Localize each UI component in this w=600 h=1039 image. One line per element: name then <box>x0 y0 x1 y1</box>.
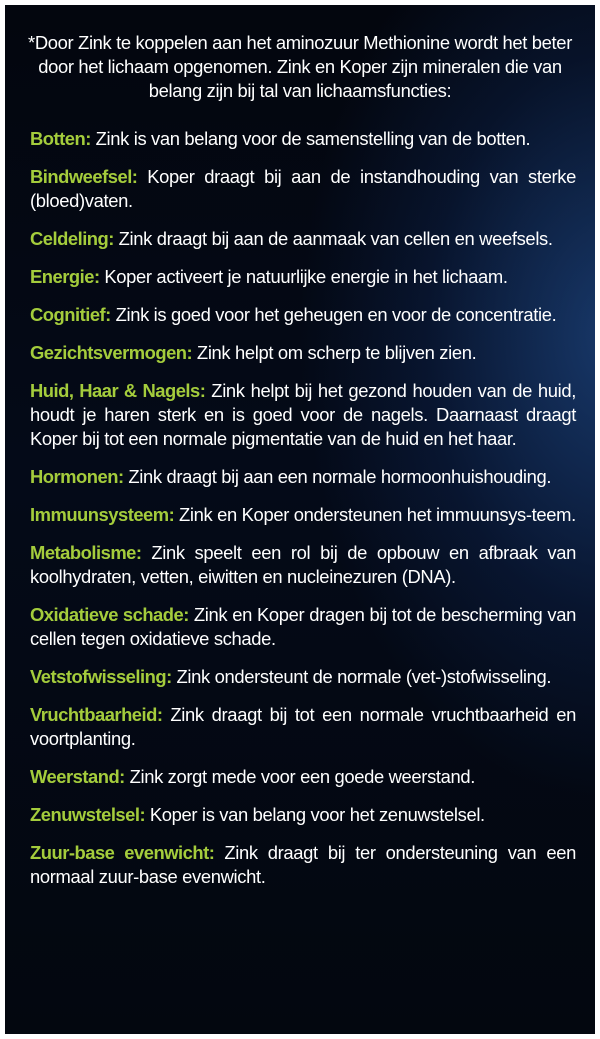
benefit-text: Zink helpt bij het gezond houden van de huid, houdt je haren sterk en is goed voor de nagels. Daarnaast draagt Koper bij tot een normale pigmentatie van de huid en het haar. <box>30 380 576 449</box>
benefit-text: Zink is van belang voor de samenstelling van de botten. <box>90 128 531 149</box>
benefit-item-cognitief <box>30 303 576 327</box>
info-panel <box>5 5 595 1034</box>
benefit-label: Celdeling: <box>30 228 114 249</box>
benefit-item-zenuwstelsel <box>30 803 576 827</box>
benefit-text: Zink ondersteunt de normale (vet-)stofwisseling. <box>171 666 552 687</box>
benefit-text: Zink speelt een rol bij de opbouw en afbraak van koolhydraten, vetten, eiwitten en nucleinezuren (DNA). <box>30 542 576 587</box>
benefit-item-botten <box>30 127 576 151</box>
benefit-item-energie <box>30 265 576 289</box>
benefit-item-zuur-base-evenwicht <box>30 841 576 889</box>
benefit-item-vetstofwisseling <box>30 665 576 689</box>
benefit-text: Zink en Koper ondersteunen het immuunsys-teem. <box>174 504 576 525</box>
benefit-text: Koper draagt bij aan de instandhouding van sterke (bloed)vaten. <box>30 166 576 211</box>
benefit-label: Zenuwstelsel: <box>30 804 146 825</box>
benefit-item-weerstand <box>30 765 576 789</box>
benefit-label: Metabolisme: <box>30 542 142 563</box>
benefit-label: Oxidatieve schade: <box>30 604 189 625</box>
benefit-text: Zink helpt om scherp te blijven zien. <box>192 342 477 363</box>
benefit-item-metabolisme <box>30 541 576 589</box>
benefit-item-immuunsysteem <box>30 503 576 527</box>
benefit-item-hormonen <box>30 465 576 489</box>
benefit-item-vruchtbaarheid <box>30 703 576 751</box>
benefit-label: Weerstand: <box>30 766 125 787</box>
benefit-text: Zink en Koper dragen bij tot de bescherming van cellen tegen oxidatieve schade. <box>30 604 576 649</box>
intro-text: *Door Zink te koppelen aan het aminozuur Methionine wordt het beter door het lichaam opgenomen. Zink en Koper zijn mineralen die van belang zijn bij tal van lichaamsfuncties: <box>28 32 572 101</box>
benefit-text: Zink is goed voor het geheugen en voor de concentratie. <box>110 304 557 325</box>
benefit-label: Vetstofwisseling: <box>30 666 172 687</box>
benefit-list <box>30 127 576 903</box>
benefit-label: Cognitief: <box>30 304 111 325</box>
benefit-label: Bindweefsel: <box>30 166 138 187</box>
benefit-text: Zink draagt bij tot een normale vruchtbaarheid en voortplanting. <box>30 704 576 749</box>
benefit-text: Zink draagt bij aan een normale hormoonhuishouding. <box>123 466 552 487</box>
benefit-label: Immuunsysteem: <box>30 504 175 525</box>
benefit-text: Zink draagt bij aan de aanmaak van cellen en weefsels. <box>113 228 553 249</box>
benefit-text: Koper is van belang voor het zenuwstelsel. <box>145 804 485 825</box>
benefit-label: Hormonen: <box>30 466 124 487</box>
benefit-text: Koper activeert je natuurlijke energie in het lichaam. <box>99 266 508 287</box>
benefit-label: Gezichtsvermogen: <box>30 342 193 363</box>
benefit-item-gezichtsvermogen <box>30 341 576 365</box>
benefit-item-celdeling <box>30 227 576 251</box>
benefit-label: Zuur-base evenwicht: <box>30 842 215 863</box>
benefit-text: Zink zorgt mede voor een goede weerstand. <box>124 766 476 787</box>
benefit-label: Huid, Haar & Nagels: <box>30 380 206 401</box>
benefit-label: Vruchtbaarheid: <box>30 704 163 725</box>
benefit-item-bindweefsel <box>30 165 576 213</box>
benefit-label: Energie: <box>30 266 100 287</box>
benefit-text: Zink draagt bij ter ondersteuning van een normaal zuur-base evenwicht. <box>30 842 576 887</box>
benefit-label: Botten: <box>30 128 91 149</box>
benefit-item-huid-haar-nagels <box>30 379 576 451</box>
benefit-item-oxidatieve-schade <box>30 603 576 651</box>
